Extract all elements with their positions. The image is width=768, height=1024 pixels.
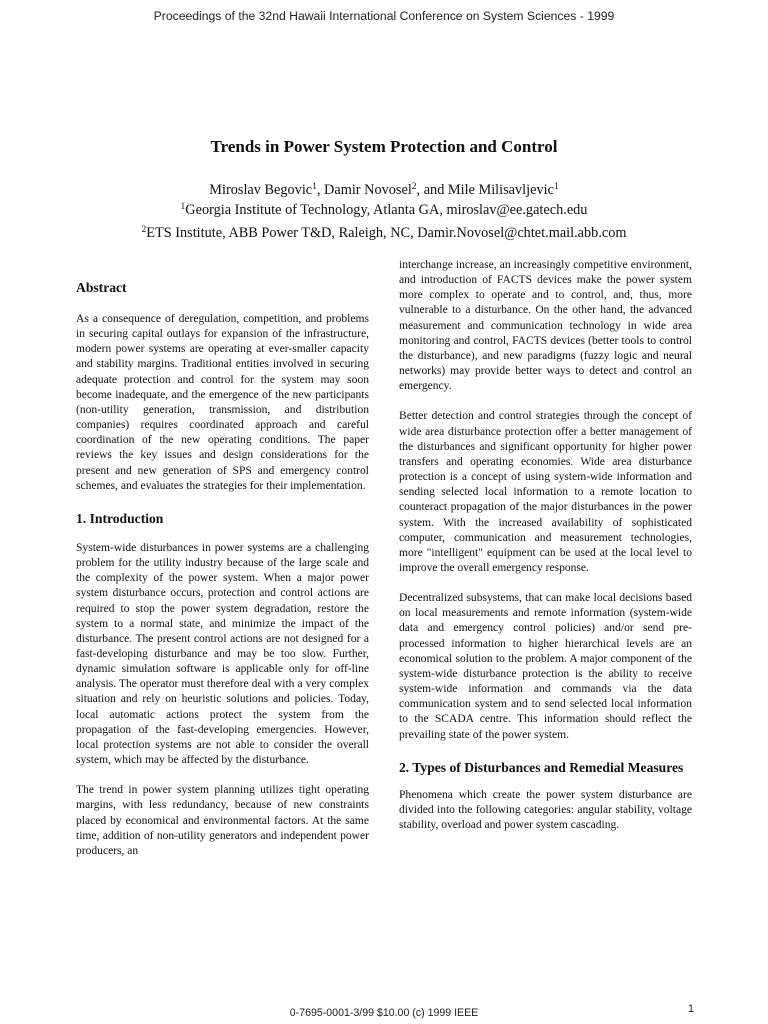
author-affiliation-mark: 2	[411, 182, 417, 192]
abstract-paragraph: As a consequence of deregulation, competition, and problems in securing capital outlays for expansion of the infrastructure, modern power systems are operating at ever-smaller capacity and stability margins. Traditional entities involved in securing adequate protection and control for the system may soon become inadequate, and the emergence of the new participants (non-utility generation, transmission, and distribution companies) requires coordinated approach and careful coordination of the new operating conditions. The paper reviews the key issues and design considerations for the present and new generation of SPS and emergency control schemes, and evaluates the strategies for their implementation.	[76, 313, 369, 492]
body-paragraph: Decentralized subsystems, that can make local decisions based on local measurements and remote information (system-wide data and emergency control policies) and/or send pre-processed information to higher hierarchical levels are an economical solution to the problem. A major component of the system-wide disturbance protection is the ability to receive system-wide information and commands via the data communication system and to send selected local information to the SCADA centre. This information should reflect the prevailing state of the power system.	[399, 592, 692, 741]
affiliation-text: ETS Institute, ABB Power T&D, Raleigh, NC, Damir.Novosel@chtet.mail.abb.com	[146, 225, 627, 241]
author-name: , and Mile Milisavljevic	[416, 182, 554, 198]
running-head: Proceedings of the 32nd Hawaii International Conference on System Sciences - 1999	[153, 9, 615, 23]
affiliation-mark: 1	[180, 202, 186, 212]
introduction-paragraph: The trend in power system planning utilizes tight operating margins, with less redundancy, because of new constraints placed by economical and environmental factors. At the same time, addition of non-utility generators and independent power producers, an	[76, 784, 369, 857]
body-paragraph: Better detection and control strategies through the concept of wide area disturbance protection offer a better management of the disturbances and significant opportunity for higher power transfers and operating economies. Wide area disturbance protection is a concept of using system-wide information and sending selected local information to a remote location to counteract propagation of the major disturbances in the power system. With the increased availability of sophisticated computer, communication and measurement technologies, more "intelligent" equipment can be used at the local level to improve the overall emergency response.	[399, 410, 692, 574]
author-affiliation-mark: 1	[553, 182, 559, 192]
introduction-paragraph: System-wide disturbances in power systems are a challenging problem for the utility industry because of the large scale and the complexity of the power system. When a major power system disturbance occurs, protection and control actions are required to stop the power system degradation, restore the system to a normal state, and minimize the impact of the disturbance. The present control actions are not designed for a fast-developing disturbance and may be too slow. Further, dynamic simulation software is applicable only for off-line analysis. The operator must therefore deal with a very complex situation and rely on heuristic solutions and policies. Today, local automatic actions protect the system from the propagation of the fast-developing emergencies. However, local protection systems are not able to consider the overall system, which may be affected by the disturbance.	[76, 541, 369, 767]
introduction-heading: 1. Introduction	[76, 510, 164, 526]
right-column	[399, 258, 692, 848]
left-column	[76, 278, 369, 874]
section-2-heading: 2. Types of Disturbances and Remedial Measures	[399, 759, 684, 775]
author-name: , Damir Novosel	[316, 182, 412, 198]
author-list	[0, 180, 768, 200]
paper-title: Trends in Power System Protection and Control	[210, 137, 558, 156]
affiliation-1	[0, 200, 768, 220]
author-block	[0, 180, 768, 243]
copyright-footer: 0-7695-0001-3/99 $10.00 (c) 1999 IEEE	[289, 1007, 479, 1019]
author-name: Miroslav Begovic	[209, 182, 313, 198]
affiliation-text: Georgia Institute of Technology, Atlanta GA, miroslav@ee.gatech.edu	[185, 202, 588, 218]
affiliation-mark: 2	[141, 225, 147, 235]
page-number: 1	[688, 1003, 695, 1015]
author-affiliation-mark: 1	[312, 182, 317, 192]
body-paragraph: interchange increase, an increasingly competitive environment, and introduction of FACTS devices make the power system more complex to operate and to control, and, thus, more vulnerable to a disturbance. On the other hand, the advanced measurement and communication technology in wide area monitoring and control, FACTS devices (better tools to control the disturbance), and new paradigms (fuzzy logic and neural networks) may provide better ways to detect and control an emergency.	[399, 259, 692, 393]
abstract-heading: Abstract	[76, 280, 127, 295]
affiliation-2	[0, 223, 768, 243]
section-2-paragraph: Phenomena which create the power system disturbance are divided into the following categories: angular stability, voltage stability, overload and power system cascading.	[399, 788, 692, 831]
